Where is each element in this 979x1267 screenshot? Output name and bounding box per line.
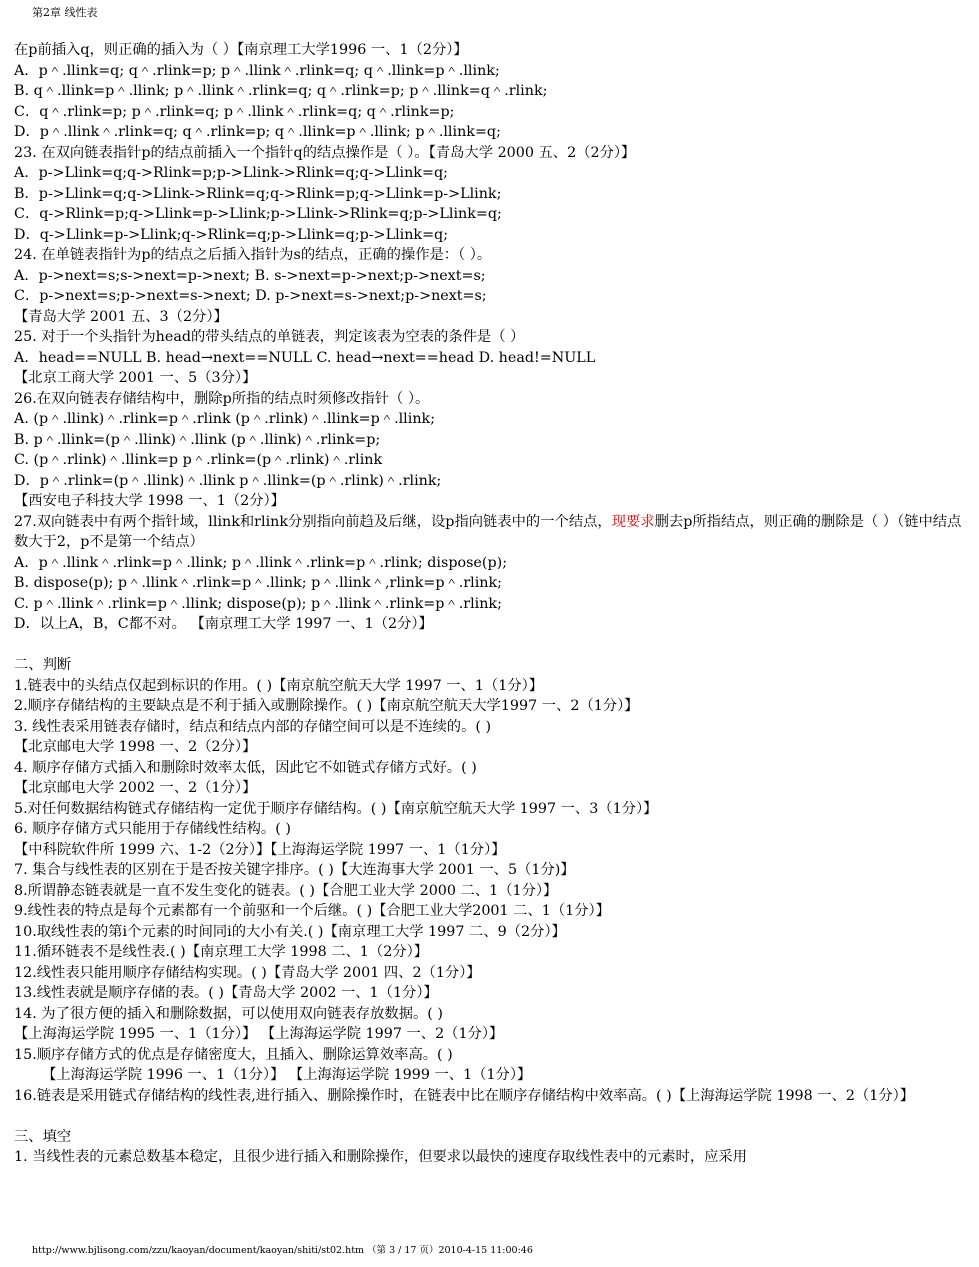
question-25: 25. 对于一个头指针为head的带头结点的单链表，判定该表为空表的条件是（ ） (14, 329, 525, 345)
judge-item: 5.对任何数据结构链式存储结构一定优于顺序存储结构。( )【南京航空航天大学 1997 一、3（1分）】 (14, 800, 658, 817)
document-body (14, 40, 964, 1168)
source-citation: 【西安电子科技大学 1998 一、1（2分）】 (14, 493, 285, 509)
text-line: C. (p＾.rlink)＾.llink=p p＾.rlink=(p＾.rlink)＾.rlink (14, 452, 383, 468)
text-line: D．p＾.llink＾.rlink=q; q＾.rlink=p; q＾.llink=p＾.llink; p＾.llink=q; (14, 124, 501, 140)
judge-item: 9.线性表的特点是每个元素都有一个前驱和一个后继。( )【合肥工业大学2001 二、1（1分）】 (14, 903, 610, 919)
judge-item: 13.线性表就是顺序存储的表。( )【青岛大学 2002 一、1（1分）】 (14, 985, 438, 1001)
text-line: C．p->next=s;p->next=s->next; D. p->next=s->next;p->next=s; (14, 288, 487, 304)
text-line: B. q＾.llink=p＾.llink; p＾.llink＾.rlink=q; q＾.rlink=p; p＾.llink=q＾.rlink; (14, 83, 548, 99)
section-title-judge: 二、判断 (14, 657, 72, 673)
judge-item: 6. 顺序存储方式只能用于存储线性结构。( ) (14, 821, 291, 837)
question-27 (14, 512, 964, 553)
judge-item: 15.顺序存储方式的优点是存储密度大，且插入、删除运算效率高。( ) (14, 1046, 453, 1063)
text-line: A．p＾.llink＾.rlink=p＾.llink; p＾.llink＾.rlink=p＾.rlink; dispose(p); (14, 554, 508, 571)
spacer (14, 1106, 964, 1127)
text-line: A. (p＾.llink)＾.rlink=p＾.rlink (p＾.rlink)＾.llink=p＾.llink; (14, 411, 436, 427)
text-line: D．以上A，B，C都不对。 【南京理工大学 1997 一、1（2分）】 (14, 616, 433, 632)
source-citation: 【北京邮电大学 1998 一、2（2分）】 (14, 739, 257, 755)
text-line: A．p->next=s;s->next=p->next; B. s->next=p->next;p->next=s; (14, 267, 486, 284)
question-24: 24. 在单链表指针为p的结点之后插入指针为s的结点，正确的操作是：（ ）。 (14, 247, 492, 263)
judge-item: 7. 集合与线性表的区别在于是否按关键字排序。( )【大连海事大学 2001 一、5（1分)】 (14, 862, 575, 878)
judge-item: 10.取线性表的第i个元素的时间同i的大小有关.( )【南京理工大学 1997 二、9（2分）】 (14, 923, 566, 940)
page-header: 第2章 线性表 (32, 6, 98, 19)
spacer (14, 635, 964, 656)
question-26: 26.在双向链表存储结构中，删除p所指的结点时须修改指针（ ）。 (14, 390, 430, 407)
section-title-fill: 三、填空 (14, 1128, 72, 1145)
source-citation: 【上海海运学院 1995 一、1（1分）】 【上海海运学院 1997 一、2（1分）】 (14, 1026, 504, 1042)
question-27-text: 27.双向链表中有两个指针域，llink和rlink分别指向前趋及后继，设p指向链表中的一个结点， (14, 513, 612, 530)
source-citation: 【中科院软件所 1999 六、1-2（2分）】【上海海运学院 1997 一、1（1分）】 (14, 841, 506, 858)
judge-item: 11.循环链表不是线性表.( )【南京理工大学 1998 二、1（2分）】 (14, 944, 429, 960)
text-line: A．p->Llink=q;q->Rlink=p;p->Llink->Rlink=q;q->Llink=q; (14, 165, 448, 181)
text-line: D．q->Llink=p->Llink;q->Rlink=q;p->Llink=q;p->Llink=q; (14, 226, 449, 243)
highlighted-text: 现要求 (611, 513, 655, 530)
judge-item: 1.链表中的头结点仅起到标识的作用。( )【南京航空航天大学 1997 一、1（1分）】 (14, 677, 544, 694)
text-line: C. p＾.llink＾.rlink=p＾.llink; dispose(p); p＾.llink＾.rlink=p＾.rlink; (14, 595, 502, 612)
judge-item: 8.所谓静态链表就是一直不发生变化的链表。( )【合肥工业大学 2000 二、1（1分）】 (14, 882, 558, 899)
source-citation: 【北京工商大学 2001 一、5（3分）】 (14, 370, 257, 386)
judge-item: 12.线性表只能用顺序存储结构实现。( )【青岛大学 2001 四、2（1分）】 (14, 964, 481, 981)
judge-item: 2.顺序存储结构的主要缺点是不利于插入或删除操作。( )【南京航空航天大学1997 一、2（1分）】 (14, 698, 639, 714)
source-citation: 【北京邮电大学 2002 一、2（1分）】 (14, 780, 257, 796)
source-citation: 【上海海运学院 1996 一、1（1分）】 【上海海运学院 1999 一、1（1分）】 (42, 1067, 532, 1083)
text-line: D．p＾.rlink=(p＾.llink)＾.llink p＾.llink=(p＾.rlink)＾.rlink; (14, 472, 442, 489)
judge-item: 4. 顺序存储方式插入和删除时效率太低，因此它不如链式存储方式好。( ) (14, 759, 477, 776)
judge-item: 14. 为了很方便的插入和删除数据，可以使用双向链表存放数据。( ) (14, 1005, 443, 1022)
question-27-text-cont: 删去p所指结点，则正确的删除是（ ）（链中结点数大于2，p不是第一个结点） (14, 513, 962, 550)
text-line: C．q->Rlink=p;q->Llink=p->Llink;p->Llink->Rlink=q;p->Llink=q; (14, 206, 502, 222)
text-line: A．p＾.llink=q; q＾.rlink=p; p＾.llink＾.rlink=q; q＾.llink=p＾.llink; (14, 62, 500, 79)
judge-item: 3. 线性表采用链表存储时，结点和结点内部的存储空间可以是不连续的。( ) (14, 718, 492, 735)
judge-item-16: 16.链表是采用链式存储结构的线性表,进行插入、删除操作时，在链表中比在顺序存储结构中效率高。( )【上海海运学院 1998 一、2（1分）】 (14, 1087, 915, 1104)
question-23: 23. 在双向链表指针p的结点前插入一个指针q的结点操作是（ ）。【青岛大学 2000 五、2（2分）】 (14, 144, 636, 161)
page-footer-url: http://www.bjlisong.com/zzu/kaoyan/document/kaoyan/shiti/st02.htm （第 3 / 17 页）2010-4-15 11:00:46 (32, 1245, 533, 1256)
text-line: A．head==NULL B. head→next==NULL C. head→next==head D. head!=NULL (14, 349, 596, 366)
text-line: B. p＾.llink=(p＾.llink)＾.llink (p＾.llink)＾.rlink=p; (14, 431, 381, 448)
text-line: B. dispose(p); p＾.llink＾.rlink=p＾.llink; p＾.llink＾,rlink=p＾.rlink; (14, 575, 502, 591)
text-line: C．q＾.rlink=p; p＾.rlink=q; p＾.llink＾.rlink=q; q＾.rlink=p; (14, 103, 455, 120)
text-line: B．p->Llink=q;q->Llink->Rlink=q;q->Rlink=p;q->Llink=p->Llink; (14, 185, 502, 202)
fill-item: 1. 当线性表的元素总数基本稳定，且很少进行插入和删除操作，但要求以最快的速度存取线性表中的元素时，应采用 (14, 1149, 748, 1165)
source-citation: 【青岛大学 2001 五、3（2分）】 (14, 308, 228, 325)
text-line: 在p前插入q，则正确的插入为（ ）【南京理工大学1996 一、1（2分）】 (14, 42, 468, 58)
